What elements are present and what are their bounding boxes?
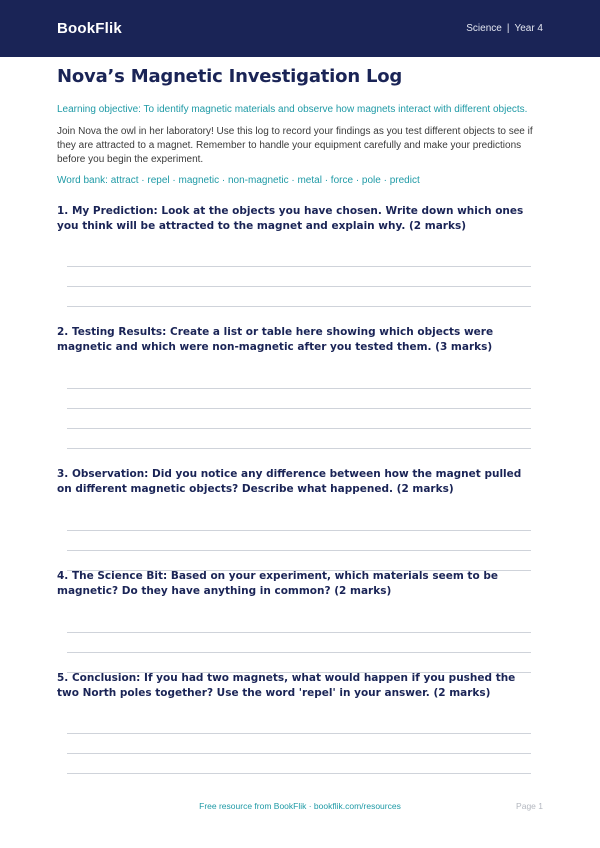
subject-label: Science (466, 23, 502, 34)
worksheet-intro (57, 64, 544, 186)
answer-line[interactable] (67, 388, 531, 389)
answer-line[interactable] (67, 632, 531, 633)
page-number: Page 1 (516, 801, 543, 811)
page-title: Nova’s Magnetic Investigation Log (57, 66, 403, 87)
subject-year-label (466, 23, 543, 34)
brand-logo: BookFlik (57, 20, 122, 37)
answer-line[interactable] (67, 448, 531, 449)
answer-line[interactable] (67, 652, 531, 653)
learning-objective: Learning objective: To identify magnetic materials and observe how magnets interact with different objects. (57, 104, 528, 115)
question-3: 3. Observation: Did you notice any difference between how the magnet pulled on different magnetic objects? Describe what happened. (2 marks) (57, 468, 522, 495)
answer-line[interactable] (67, 428, 531, 429)
answer-line[interactable] (67, 773, 531, 774)
year-label: Year 4 (514, 23, 543, 34)
answer-line[interactable] (67, 408, 531, 409)
question-4: 4. The Science Bit: Based on your experiment, which materials seem to be magnetic? Do they have anything in common? (2 marks) (57, 570, 498, 597)
answer-line[interactable] (67, 286, 531, 287)
question-5: 5. Conclusion: If you had two magnets, what would happen if you pushed the two North poles together? Use the word 'repel' in your answer. (2 marks) (57, 672, 516, 699)
answer-line[interactable] (67, 306, 531, 307)
intro-paragraph: Join Nova the owl in her laboratory! Use this log to record your findings as you test different objects to see if they are attracted to a magnet. Remember to handle your equipment carefully and make your predictions before you begin the experiment. (57, 126, 533, 165)
answer-line[interactable] (67, 753, 531, 754)
word-bank: Word bank: attract · repel · magnetic · non-magnetic · metal · force · pole · predict (57, 175, 420, 186)
answer-line[interactable] (67, 733, 531, 734)
footer-source-link[interactable]: Free resource from BookFlik · bookflik.com/resources (199, 801, 401, 811)
answer-line[interactable] (67, 266, 531, 267)
question-2: 2. Testing Results: Create a list or table here showing which objects were magnetic and which were non-magnetic after you tested them. (3 marks) (57, 326, 494, 353)
separator: | (506, 23, 510, 34)
answer-line[interactable] (67, 550, 531, 551)
page-header (0, 0, 600, 57)
question-1: 1. My Prediction: Look at the objects you have chosen. Write down which ones you think will be attracted to the magnet and explain why. (2 marks) (57, 205, 524, 232)
answer-line[interactable] (67, 530, 531, 531)
